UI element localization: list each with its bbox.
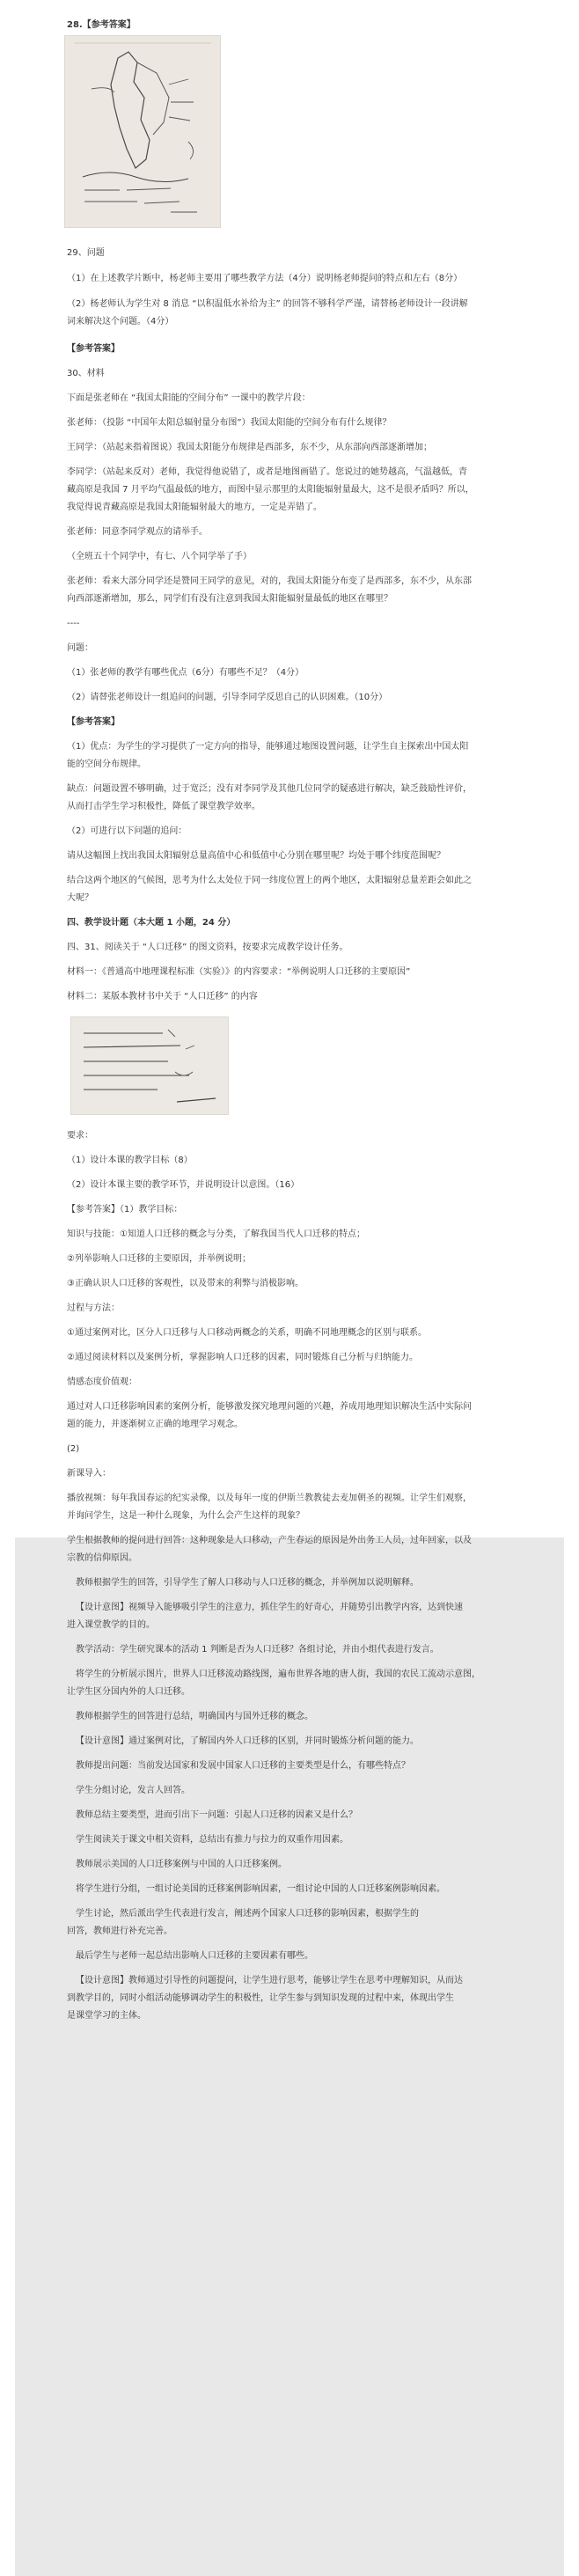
text-line: 学生分组讨论，发言人回答。: [76, 1786, 190, 1795]
text-line: 将学生进行分组，一组讨论美国的迁移案例影响因素，一组讨论中国的人口迁移案例影响因素。: [76, 1884, 445, 1894]
text-line: 进入课堂教学的目的。: [67, 1620, 155, 1630]
text-line: 教师总结主要类型，进而引出下一问题：引起人口迁移的因素又是什么？: [76, 1810, 357, 1820]
text-line: 材料二：某版本教材书中关于 “人口迁移” 的内容: [67, 992, 258, 1002]
text-line: ----: [67, 619, 80, 628]
text-line: 是课堂学习的主体。: [67, 2011, 146, 2021]
text-line: 【设计意图】教师通过引导性的问题提问，让学生进行思考，能够让学生在思考中理解知识，从而达: [76, 1976, 463, 1985]
text-line: 问题：: [67, 643, 93, 653]
text-line: （2）杨老师认为学生对 8 消息 “以积温低水补给为主” 的回答不够科学严谨，请替杨老师设计一段讲解: [67, 299, 468, 309]
text-line: 材料一：《普通高中地理课程标准（实验）》的内容要求：“举例说明人口迁移的主要原因”: [67, 967, 411, 977]
text-line: 情感态度价值观：: [67, 1377, 137, 1387]
text-line: 四、31、阅读关于 “人口迁移” 的图文资料，按要求完成教学设计任务。: [67, 943, 348, 952]
text-line: （1）在上述教学片断中，杨老师主要用了哪些教学方法（4分）说明杨老师提问的特点和左右（8分）: [67, 274, 463, 283]
text-line: 回答，教师进行补充完善。: [67, 1926, 172, 1936]
text-line: 下面是张老师在 “我国太阳能的空间分布” 一课中的教学片段：: [67, 393, 311, 403]
text-line: ③正确认识人口迁移的客观性，以及带来的利弊与消极影响。: [67, 1279, 304, 1288]
text-line: ②通过阅读材料以及案例分析，掌握影响人口迁移的因素，同时锻炼自己分析与归纳能力。: [67, 1353, 418, 1362]
text-line: 【参考答案】（1）教学目标：: [67, 1205, 183, 1215]
text-line: 播放视频：每年我国春运的纪实录像，以及每年一度的伊斯兰教教徒去麦加朝圣的视频。让学生们观察，: [67, 1493, 472, 1503]
text-line: 教师根据学生的回答进行总结，明确国内与国外迁移的概念。: [76, 1712, 313, 1721]
text-line: 请从这幅图上找出我国太阳辐射总量高值中心和低值中心分别在哪里呢？均处于哪个纬度范围呢？: [67, 851, 445, 861]
section-heading: 四、教学设计题（本大题 1 小题，24 分）: [67, 918, 236, 928]
text-line: 【设计意图】视频导入能够吸引学生的注意力，抓住学生的好奇心，并随势引出教学内容，达到快速: [76, 1603, 463, 1612]
text-line: 张老师：看来大部分同学还是赞同王同学的意见，对的，我国太阳能分布变了是西部多，东不少，从东部: [67, 576, 472, 586]
text-line: 题的能力，并逐渐树立正确的地理学习观念。: [67, 1420, 243, 1429]
text-line: 并询问学生，这是一种什么现象，为什么会产生这样的现象？: [67, 1511, 304, 1521]
text-line: 30、材料: [67, 369, 105, 378]
text-line: 到教学目的，同时小组活动能够调动学生的积极性，让学生参与到知识发现的过程中来，体现出学生: [67, 1993, 454, 2003]
text-line: 新课导入：: [67, 1469, 111, 1479]
handwritten-notes-sketch: [71, 1017, 228, 1114]
handwritten-map-photo: [64, 35, 221, 228]
text-line: 能的空间分布规律。: [67, 760, 146, 769]
text-line: 词来解决这个问题。（4分）: [67, 317, 174, 327]
text-line: 结合这两个地区的气候图，思考为什么太处位于同一纬度位置上的两个地区，太阳辐射总量差距会如此之: [67, 876, 472, 885]
text-line: 要求：: [67, 1131, 93, 1141]
answer-heading-28: 28.【参考答案】: [67, 20, 136, 30]
text-line: 从而打击学生学习积极性，降低了课堂教学效率。: [67, 802, 260, 811]
text-line: （2）可进行以下问题的追问：: [67, 826, 187, 836]
answer-heading: 【参考答案】: [67, 344, 120, 354]
text-line: 通过对人口迁移影响因素的案例分析，能够激发探究地理问题的兴趣，养成用地理知识解决生活中实际问: [67, 1402, 472, 1412]
text-line: 李同学：（站起来反对）老师，我觉得他说错了，或者是地图画错了。您说过的她势越高，气温越低，青: [67, 467, 467, 477]
text-line: 让学生区分国内外的人口迁移。: [67, 1687, 190, 1697]
text-line: 学生阅读关于课文中相关资料，总结出有推力与拉力的双重作用因素。: [76, 1835, 348, 1845]
text-line: （1）设计本课的教学目标（8）: [67, 1156, 193, 1165]
text-line: （2）设计本课主要的教学环节，并说明设计以意图。（16）: [67, 1180, 300, 1190]
text-line: 张老师：（投影 “中国年太阳总辐射量分布图”）我国太阳能的空间分布有什么规律？: [67, 418, 392, 428]
text-line: 向西部逐渐增加，那么，同学们有没有注意到我国太阳能辐射量最低的地区在哪里？: [67, 594, 392, 604]
text-line: ①通过案例对比，区分人口迁移与人口移动两概念的关系，明确不同地理概念的区别与联系。: [67, 1328, 427, 1338]
text-line: 知识与技能：①知道人口迁移的概念与分类，了解我国当代人口迁移的特点；: [67, 1229, 365, 1239]
text-line: 29、问题: [67, 248, 105, 258]
text-line: 学生根据教师的提问进行回答：这种现象是人口移动，产生春运的原因是外出务工人员，过年回家，以及: [67, 1536, 472, 1545]
text-line: 教学活动：学生研究课本的活动 1 判断是否为人口迁移？各组讨论，并由小组代表进行发言。: [76, 1645, 439, 1655]
text-line: 学生讨论，然后派出学生代表进行发言，阐述两个国家人口迁移的影响因素，根据学生的: [76, 1909, 419, 1919]
text-line: (2): [67, 1444, 80, 1454]
text-line: 教师展示美国的人口迁移案例与中国的人口迁移案例。: [76, 1860, 287, 1869]
text-line: （2）请替张老师设计一组追问的问题，引导李同学反思自己的认识困难。（10分）: [67, 693, 388, 702]
handwritten-notes-photo: [70, 1016, 229, 1115]
text-line: 教师根据学生的回答，引导学生了解人口移动与人口迁移的概念，并举例加以说明解释。: [76, 1578, 419, 1588]
text-line: 【设计意图】通过案例对比，了解国内外人口迁移的区别，并同时锻炼分析问题的能力。: [76, 1736, 419, 1746]
text-line: 我觉得说青藏高原是我国太阳能辐射最大的地方，一定是弄错了。: [67, 503, 322, 512]
text-line: （全班五十个同学中，有七、八个同学举了手）: [67, 552, 252, 561]
text-line: 最后学生与老师一起总结出影响人口迁移的主要因素有哪些。: [76, 1951, 313, 1961]
text-line: 将学生的分析展示图片，世界人口迁移流动路线图，遍布世界各地的唐人街，我国的农民工流动示意图，: [76, 1670, 480, 1679]
handwritten-map-sketch: [65, 36, 220, 227]
text-line: 王同学：（站起来指着图说）我国太阳能分布规律是西部多，东不少，从东部向西部逐渐增加；: [67, 443, 432, 452]
text-line: 张老师：同意李同学观点的请举手。: [67, 527, 208, 537]
text-line: 大呢？: [67, 893, 93, 903]
text-line: 教师提出问题：当前发达国家和发展中国家人口迁移的主要类型是什么，有哪些特点？: [76, 1761, 410, 1771]
text-line: 过程与方法：: [67, 1303, 120, 1313]
text-line: 宗教的信仰原因。: [67, 1553, 137, 1563]
text-line: （1）优点：为学生的学习提供了一定方向的指导，能够通过地图设置问题，让学生自主探索出中国太阳: [67, 742, 469, 752]
text-line: ②列举影响人口迁移的主要原因，并举例说明；: [67, 1254, 251, 1264]
text-line: 藏高原是我国 7 月平均气温最低的地方，而图中显示那里的太阳能辐射量最大，这不是很矛盾吗？所以，: [67, 485, 474, 495]
text-line: 缺点：问题设置不够明确，过于宽泛；没有对李同学及其他几位同学的疑惑进行解决，缺乏鼓励性评价，: [67, 784, 472, 794]
text-line: （1）张老师的教学有哪些优点（6分）有哪些不足？（4分）: [67, 668, 304, 678]
answer-heading: 【参考答案】: [67, 717, 120, 727]
